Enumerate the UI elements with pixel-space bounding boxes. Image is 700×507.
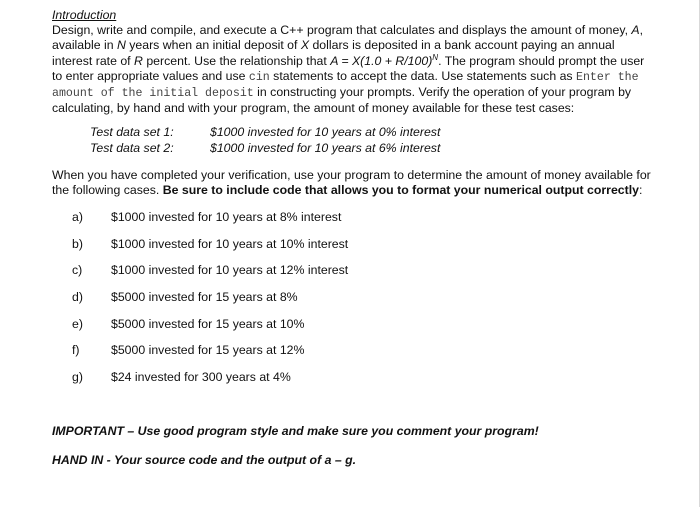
code-cin: cin <box>248 70 270 84</box>
code-enter: Enter the <box>575 70 639 84</box>
test-data-list <box>90 125 662 155</box>
intro-paragraph: Design, write and compile, and execute a C++ program that calculates and displays the amount of money, A, available in N years when an initial deposit of X dollars is deposited in a bank account paying an annual interest rate of R percent. Use the relationship that $A = X(1.0 + R/100)^N$. The program should prompt the user to enter appropriate values and use cin statements to accept the data. Use statements such as Enter the amount of the initial deposit in constructing your prompts. Verify the operation of your program by calculating, by hand and with your program, the amount of money available for these test cases: <box>52 23 645 116</box>
list-item: a) $1000 invested for 10 years at 8% interest <box>72 210 342 225</box>
test-data-row: Test data set 1: $1000 invested for 10 years at 0% interest <box>90 125 441 140</box>
list-item: f) $5000 invested for 15 years at 12% <box>72 343 305 358</box>
list-item: g) $24 invested for 300 years at 4% <box>72 369 291 384</box>
important-note: IMPORTANT – Use good program style and make sure you comment your program! <box>52 424 539 439</box>
hand-in-note: HAND IN - Your source code and the output of a – g. <box>52 452 357 467</box>
list-item: d) $5000 invested for 15 years at 8% <box>72 290 298 305</box>
section-title: Introduction <box>52 8 117 22</box>
list-item: b) $1000 invested for 10 years at 10% interest <box>72 236 349 251</box>
document-body <box>52 8 662 468</box>
formula: A = X(1.0 + R/100) <box>330 53 433 68</box>
test-data-row: Test data set 2: $1000 invested for 10 years at 6% interest <box>90 140 441 155</box>
verification-paragraph: When you have completed your verification, use your program to determine the amount of money available for the following cases. Be sure to include code that allows you to format your numerical output correctly: <box>52 167 651 198</box>
list-item: e) $5000 invested for 15 years at 10% <box>72 316 305 331</box>
list-item: c) $1000 invested for 10 years at 12% interest <box>72 263 349 278</box>
cases-list <box>52 210 662 396</box>
code-amount: amount of the initial deposit <box>52 87 254 101</box>
